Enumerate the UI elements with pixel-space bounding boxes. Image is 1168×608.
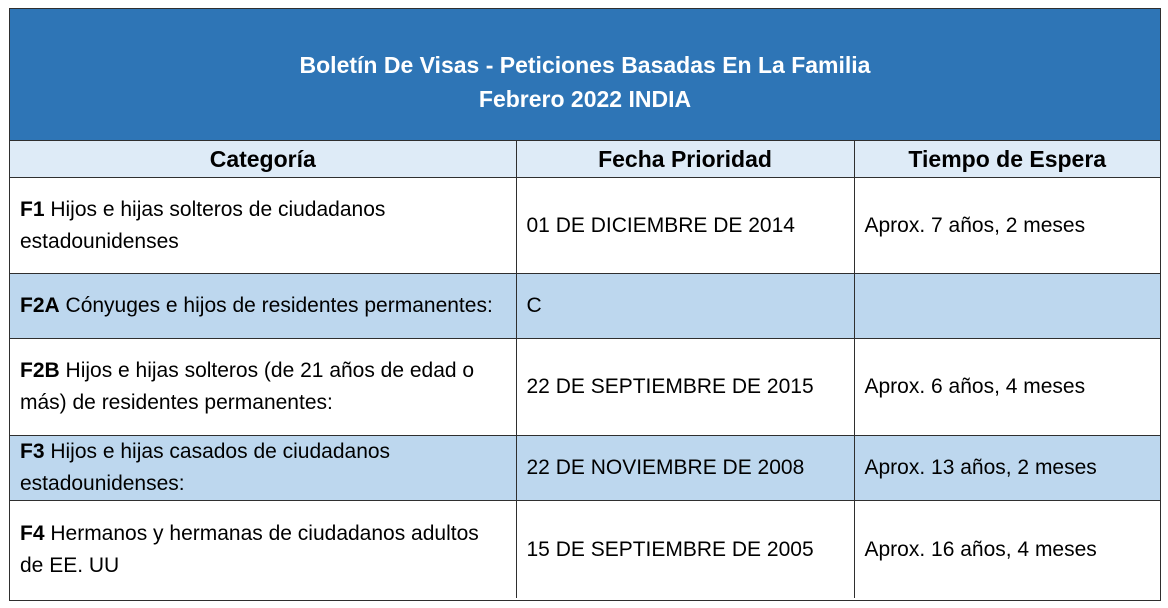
wait-time-cell: [854, 274, 1160, 339]
table-row-f2b: [10, 339, 1160, 436]
category-code: F2A: [20, 294, 60, 317]
category-description: Hijos e hijas casados de ciudadanos estadounidenses:: [20, 440, 391, 495]
bulletin-title-line-1: Boletín De Visas - Peticiones Basadas En La Familia: [299, 52, 871, 78]
table-row-f2a: [10, 274, 1160, 339]
column-header-priority-date: Fecha Prioridad: [516, 141, 854, 178]
priority-date-cell: 15 DE SEPTIEMBRE DE 2005: [516, 501, 854, 599]
category-table: [10, 141, 1160, 598]
header-row: [10, 141, 1160, 178]
category-description: Hijos e hijas solteros de ciudadanos estadounidenses: [20, 197, 386, 253]
category-code: F2B: [20, 359, 60, 382]
column-header-category: Categoría: [10, 141, 516, 178]
table-row-f1: [10, 178, 1160, 274]
wait-time-cell: Aprox. 13 años, 2 meses: [854, 436, 1160, 501]
priority-date-cell: 22 DE NOVIEMBRE DE 2008: [516, 436, 854, 501]
table-row-f3: [10, 436, 1160, 501]
category-description: Cónyuges e hijos de residentes permanentes:: [59, 294, 493, 317]
wait-time-cell: Aprox. 7 años, 2 meses: [854, 178, 1160, 274]
bulletin-title-line-2: Febrero 2022 INDIA: [478, 86, 692, 112]
column-header-wait-time: Tiempo de Espera: [854, 141, 1160, 178]
category-cell: [10, 501, 516, 599]
category-cell: [10, 436, 516, 501]
visa-bulletin-table: [9, 8, 1161, 601]
category-code: F4: [20, 521, 45, 545]
priority-date-cell: 22 DE SEPTIEMBRE DE 2015: [516, 339, 854, 436]
category-cell: [10, 274, 516, 339]
category-code: F3: [20, 440, 45, 463]
category-code: F1: [20, 197, 45, 221]
priority-date-cell: 01 DE DICIEMBRE DE 2014: [516, 178, 854, 274]
category-cell: [10, 178, 516, 274]
bulletin-title: [10, 9, 1160, 141]
wait-time-cell: Aprox. 16 años, 4 meses: [854, 501, 1160, 599]
wait-time-cell: Aprox. 6 años, 4 meses: [854, 339, 1160, 436]
category-description: Hijos e hijas solteros (de 21 años de edad o más) de residentes permanentes:: [20, 359, 475, 414]
category-description: Hermanos y hermanas de ciudadanos adultos de EE. UU: [20, 521, 479, 577]
category-cell: [10, 339, 516, 436]
priority-date-cell: C: [516, 274, 854, 339]
table-row-f4: [10, 501, 1160, 599]
